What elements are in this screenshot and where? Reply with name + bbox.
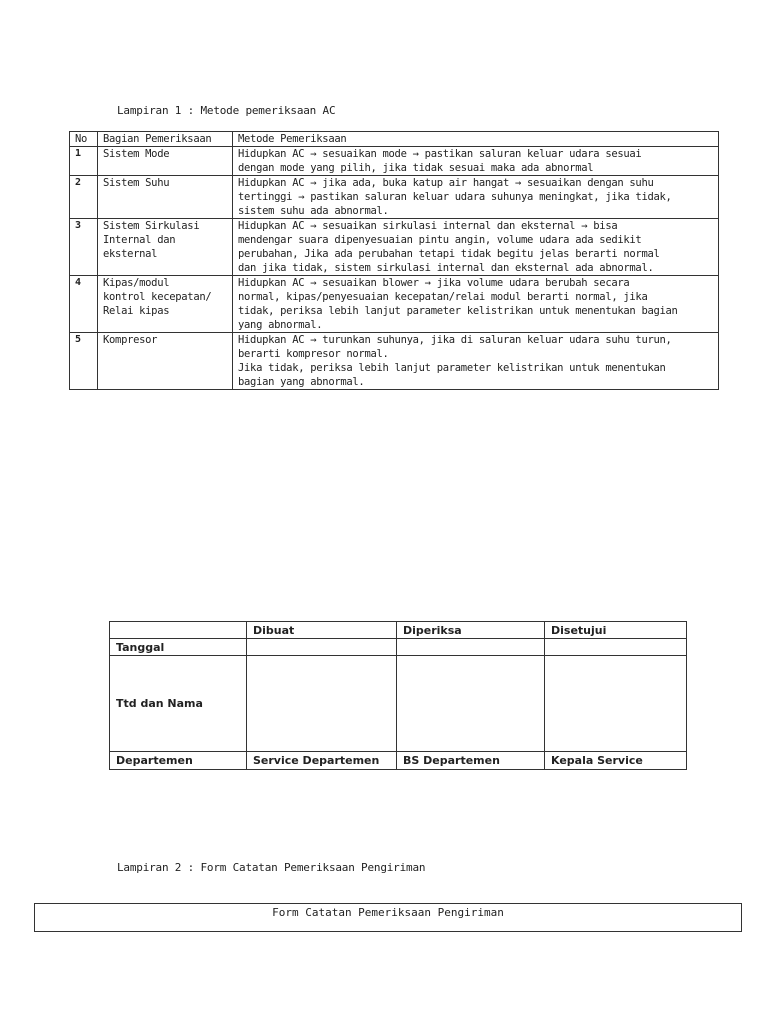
dept-service: Service Departemen (247, 752, 397, 770)
header-method: Metode Pemeriksaan (233, 132, 719, 147)
row-number: 1 (70, 147, 98, 176)
part-line: Kipas/modul (103, 277, 170, 289)
signoff-table (109, 621, 687, 770)
method-line: Hidupkan AC → sesuaikan blower → jika volume udara berubah secara (238, 277, 630, 289)
date-cell-diperiksa[interactable] (397, 639, 545, 656)
signoff-signature-row (110, 656, 687, 752)
row-part (98, 219, 233, 276)
method-line: Hidupkan AC → sesuaikan mode → pastikan saluran keluar udara sesuai (238, 148, 642, 160)
delivery-form-header (34, 903, 742, 932)
row-number: 4 (70, 276, 98, 333)
row-method (233, 276, 719, 333)
dept-kepala-service: Kepala Service (545, 752, 687, 770)
method-line: yang abnormal. (238, 319, 323, 331)
header-part: Bagian Pemeriksaan (98, 132, 233, 147)
method-line: normal, kipas/penyesuaian kecepatan/relai modul berarti normal, jika (238, 291, 648, 303)
signoff-dept-row (110, 752, 687, 770)
row-number: 5 (70, 333, 98, 390)
part-line: kontrol kecepatan/ (103, 291, 212, 303)
row-number: 2 (70, 176, 98, 219)
row-label-departemen: Departemen (110, 752, 247, 770)
part-line: Internal dan (103, 234, 176, 246)
method-line: Hidupkan AC → jika ada, buka katup air hangat → sesuaikan dengan suhu (238, 177, 654, 189)
table-row (70, 176, 719, 219)
column-diperiksa: Diperiksa (397, 622, 545, 639)
header-no: No (70, 132, 98, 147)
method-line: bagian yang abnormal. (238, 376, 365, 388)
date-cell-disetujui[interactable] (545, 639, 687, 656)
part-line: Sistem Mode (103, 148, 170, 160)
method-line: berarti kompresor normal. (238, 348, 389, 360)
row-part (98, 147, 233, 176)
signature-cell-diperiksa[interactable] (397, 656, 545, 752)
method-line: dengan mode yang pilih, jika tidak sesuai maka ada abnormal (238, 162, 594, 174)
dept-bs: BS Departemen (397, 752, 545, 770)
part-line: Kompresor (103, 334, 158, 346)
signature-cell-disetujui[interactable] (545, 656, 687, 752)
date-cell-dibuat[interactable] (247, 639, 397, 656)
method-line: tidak, periksa lebih lanjut parameter kelistrikan untuk menentukan bagian (238, 305, 678, 317)
method-line: mendengar suara dipenyesuaian pintu angin, volume udara ada sedikit (238, 234, 642, 246)
row-label-tanggal: Tanggal (110, 639, 247, 656)
method-line: dan jika tidak, sistem sirkulasi internal dan eksternal ada abnormal. (238, 262, 654, 274)
signoff-date-row (110, 639, 687, 656)
part-line: Sistem Suhu (103, 177, 170, 189)
column-dibuat: Dibuat (247, 622, 397, 639)
table-header-row (70, 132, 719, 147)
table-row (70, 333, 719, 390)
method-line: Jika tidak, periksa lebih lanjut parameter kelistrikan untuk menentukan (238, 362, 666, 374)
row-method (233, 176, 719, 219)
row-part (98, 176, 233, 219)
appendix2-title: Lampiran 2 : Form Catatan Pemeriksaan Pengiriman (117, 861, 426, 874)
row-number: 3 (70, 219, 98, 276)
column-disetujui: Disetujui (545, 622, 687, 639)
method-line: sistem suhu ada abnormal. (238, 205, 389, 217)
row-method (233, 333, 719, 390)
row-method (233, 147, 719, 176)
signoff-header-row (110, 622, 687, 639)
signoff-corner (110, 622, 247, 639)
row-part (98, 333, 233, 390)
part-line: eksternal (103, 248, 158, 260)
form-title: Form Catatan Pemeriksaan Pengiriman (272, 906, 504, 919)
method-line: tertinggi → pastikan saluran keluar udara suhunya meningkat, jika tidak, (238, 191, 672, 203)
method-line: Hidupkan AC → sesuaikan sirkulasi internal dan eksternal → bisa (238, 220, 618, 232)
method-line: perubahan, Jika ada perubahan tetapi tidak begitu jelas berarti normal (238, 248, 660, 260)
table-row (70, 147, 719, 176)
inspection-methods-table (69, 131, 719, 390)
row-label-ttd: Ttd dan Nama (110, 656, 247, 752)
row-part (98, 276, 233, 333)
table-row (70, 219, 719, 276)
part-line: Sistem Sirkulasi (103, 220, 200, 232)
method-line: Hidupkan AC → turunkan suhunya, jika di saluran keluar udara suhu turun, (238, 334, 672, 346)
row-method (233, 219, 719, 276)
appendix1-title: Lampiran 1 : Metode pemeriksaan AC (117, 104, 336, 117)
table-row (70, 276, 719, 333)
part-line: Relai kipas (103, 305, 170, 317)
signature-cell-dibuat[interactable] (247, 656, 397, 752)
